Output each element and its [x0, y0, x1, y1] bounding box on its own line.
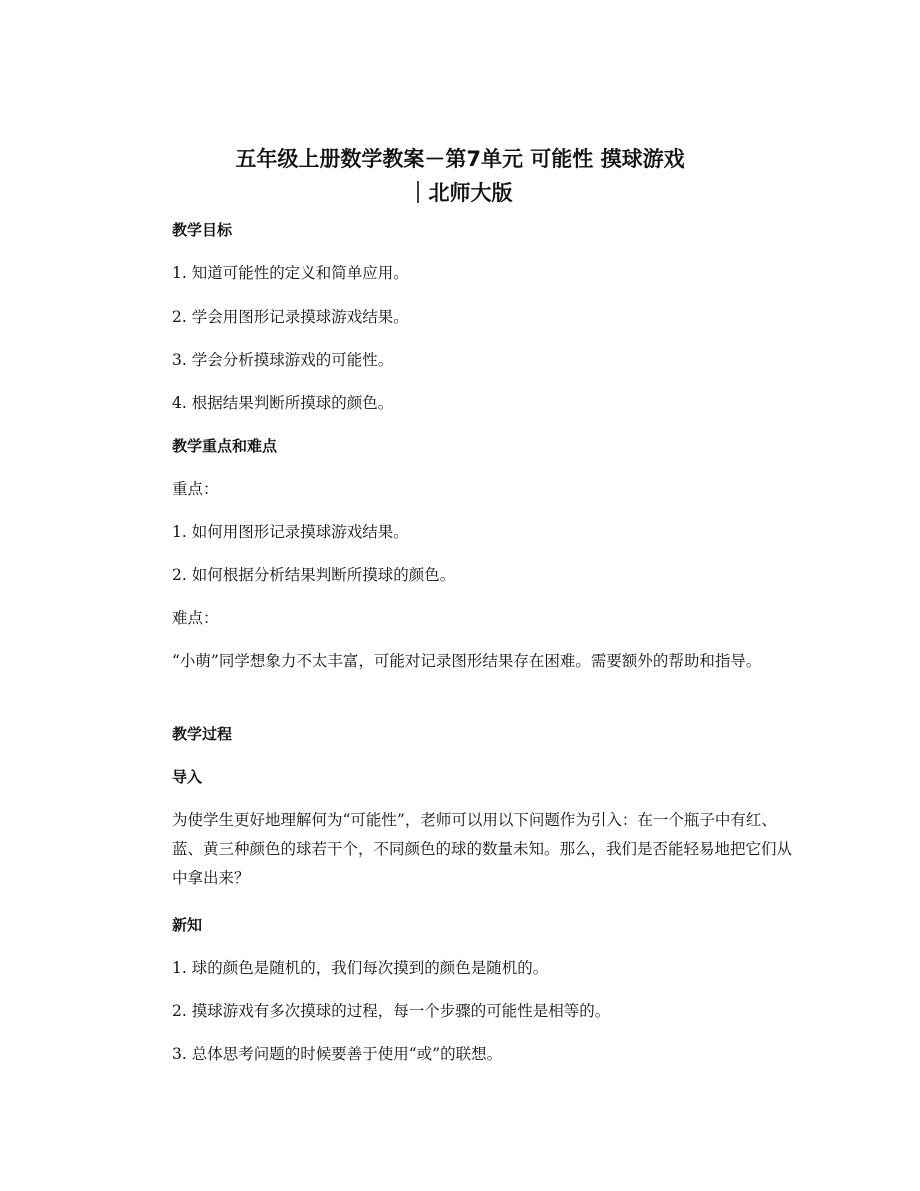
intro-heading: 导入 [172, 768, 203, 786]
key-point-1: 1. 如何用图形记录摸球游戏结果。 [172, 523, 409, 541]
goal-item-4: 4. 根据结果判断所摸球的颜色。 [172, 394, 394, 412]
goals-heading: 教学目标 [172, 221, 233, 239]
difficulty-label: 难点： [172, 609, 219, 627]
new-point-3: 3. 总体思考问题的时候要善于使用“或”的联想。 [172, 1045, 503, 1063]
document-title-line2: ｜北师大版 [407, 181, 513, 205]
new-knowledge-heading: 新知 [172, 916, 203, 934]
key-point-2: 2. 如何根据分析结果判断所摸球的颜色。 [172, 566, 456, 584]
process-heading: 教学过程 [172, 725, 233, 743]
new-point-2: 2. 摸球游戏有多次摸球的过程，每一个步骤的可能性是相等的。 [172, 1002, 611, 1020]
key-heading: 教学重点和难点 [172, 437, 278, 455]
key-label: 重点： [172, 480, 219, 498]
difficulty-text: “小萌”同学想象力不太丰富，可能对记录图形结果存在困难。需要额外的帮助和指导。 [172, 652, 762, 670]
document-title-line1: 五年级上册数学教案－第7单元 可能性 摸球游戏 [235, 147, 685, 171]
goal-item-3: 3. 学会分析摸球游戏的可能性。 [172, 351, 394, 369]
new-point-1: 1. 球的颜色是随机的，我们每次摸到的颜色是随机的。 [172, 959, 549, 977]
goal-item-2: 2. 学会用图形记录摸球游戏结果。 [172, 308, 409, 326]
goal-item-1: 1. 知道可能性的定义和简单应用。 [172, 264, 409, 282]
intro-text: 为使学生更好地理解何为“可能性”，老师可以用以下问题作为引入：在一个瓶子中有红、蓝、黄三种颜色的球若干个，不同颜色的球的数量未知。那么，我们是否能轻易地把它们从中拿出来？ [172, 811, 793, 887]
